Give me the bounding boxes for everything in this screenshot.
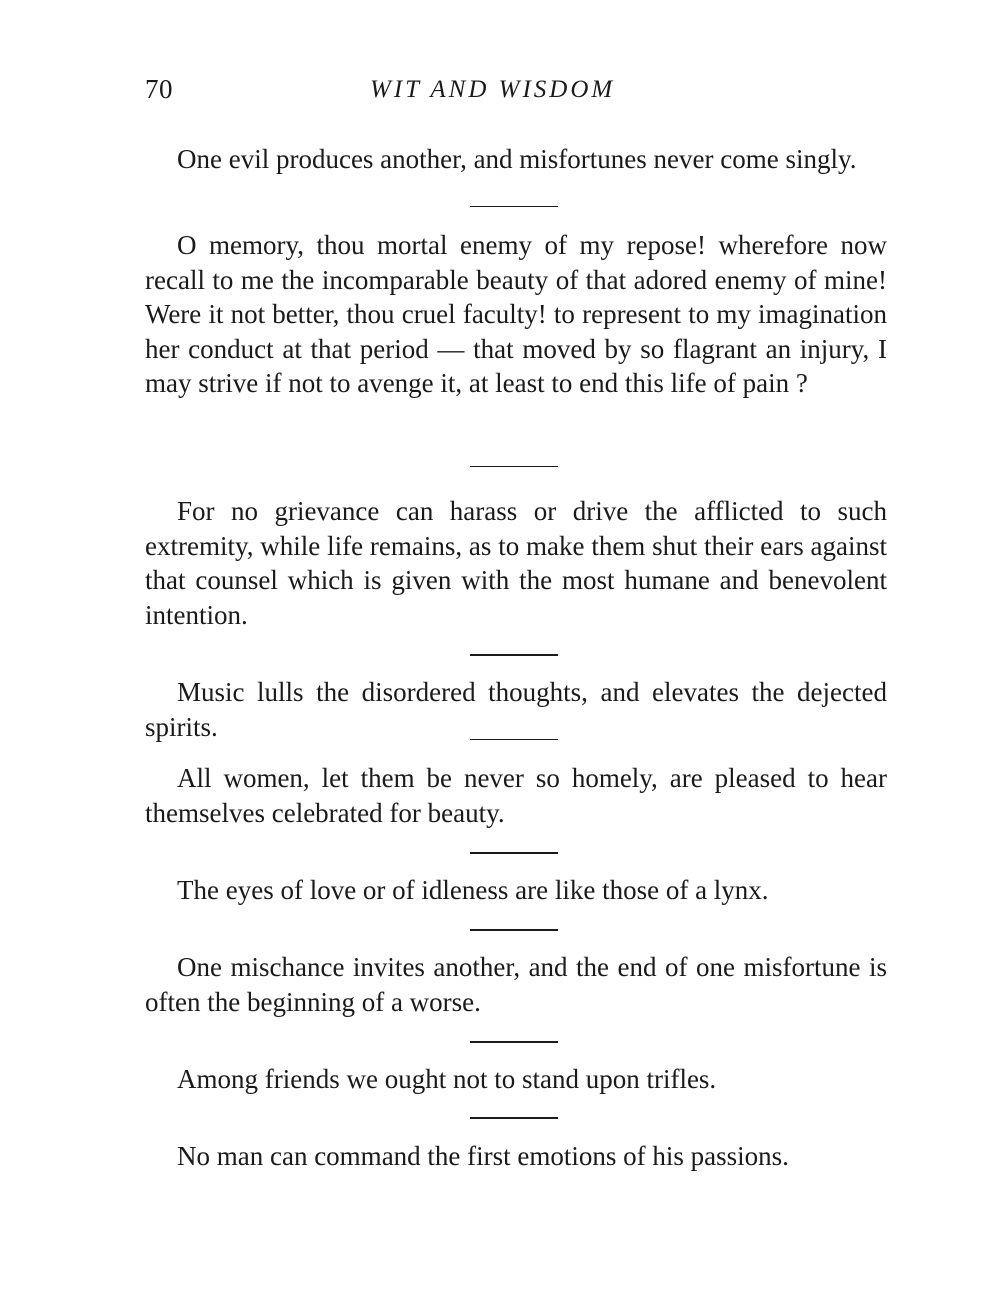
running-title: WIT AND WISDOM bbox=[370, 76, 616, 103]
separator-rule bbox=[470, 654, 558, 656]
separator-rule bbox=[470, 1117, 558, 1119]
maxim-paragraph: One evil produces another, and misfortunes never come singly. bbox=[177, 144, 857, 174]
separator-rule bbox=[470, 1041, 558, 1043]
separator-rule bbox=[470, 852, 558, 854]
maxim-paragraph: No man can command the first emotions of his passions. bbox=[177, 1141, 789, 1171]
maxim-paragraph: O memory, thou mortal enemy of my repose! wherefore now recall to me the incomparable beauty of that adored enemy of mine! Were it not better, thou cruel faculty! to represent to my imagination her conduct at that period — that moved by so flagrant an injury, I may strive if not to avenge it, at least to end this life of pain ? bbox=[145, 230, 887, 398]
maxim-paragraph: For no grievance can harass or drive the afflicted to such extremity, while life remains, as to make them shut their ears against that counsel which is given with the most humane and benevolent intention. bbox=[145, 496, 887, 630]
maxim-paragraph: All women, let them be never so homely, are pleased to hear themselves celebrated for beauty. bbox=[145, 763, 887, 828]
maxim-paragraph: One mischance invites another, and the end of one misfortune is often the beginning of a worse. bbox=[145, 952, 887, 1017]
separator-rule bbox=[470, 739, 558, 740]
separator-rule bbox=[470, 206, 558, 207]
maxim-paragraph: The eyes of love or of idleness are like those of a lynx. bbox=[177, 875, 769, 905]
page-number: 70 bbox=[145, 74, 173, 104]
separator-rule bbox=[470, 929, 558, 931]
separator-rule bbox=[470, 466, 558, 467]
maxim-paragraph: Among friends we ought not to stand upon trifles. bbox=[177, 1064, 717, 1094]
maxim-paragraph: Music lulls the disordered thoughts, and elevates the dejected spirits. bbox=[145, 677, 887, 742]
